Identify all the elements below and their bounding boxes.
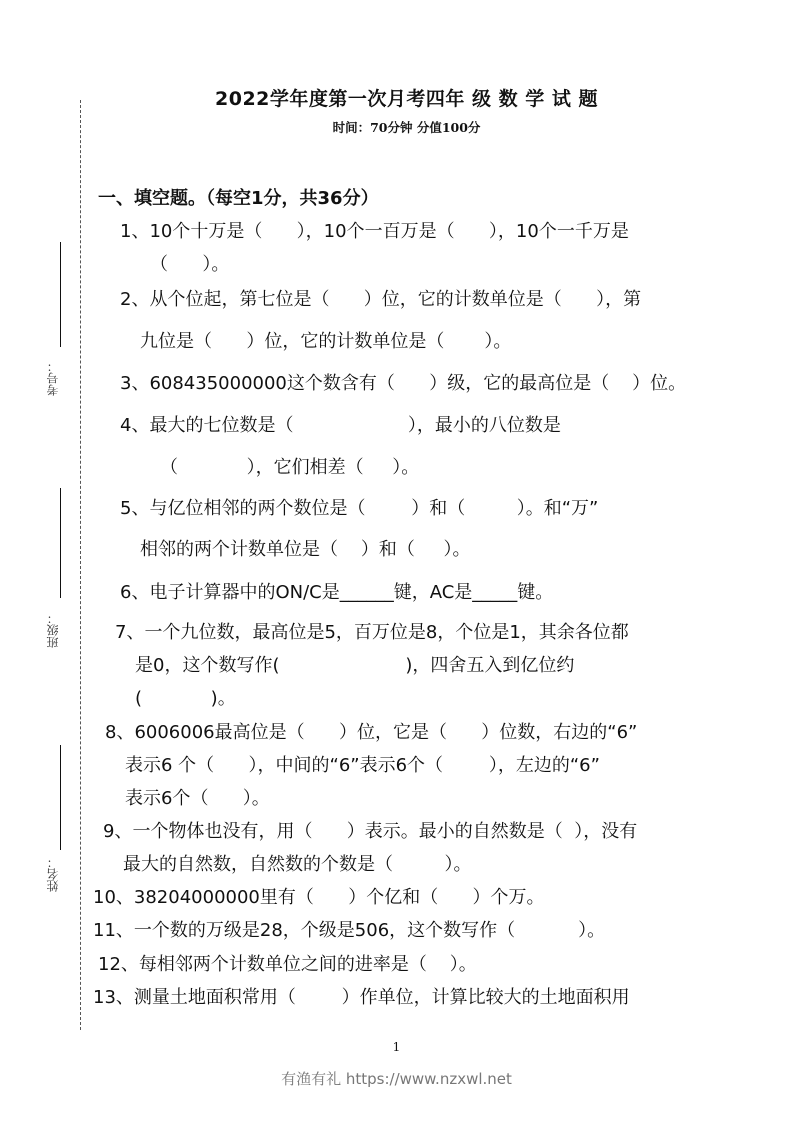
- question-line: 相邻的两个计数单位是（ ）和（ ）。: [140, 539, 471, 560]
- watermark: 有渔有礼 https://www.nzxwl.net: [281, 1070, 512, 1088]
- question-line: ( )。: [135, 688, 236, 709]
- question-line: 7、一个九位数，最高位是5，百万位是8，个位是1，其余各位都: [115, 622, 629, 643]
- name-line: [60, 745, 61, 850]
- exam-number-label: 考号：: [46, 360, 60, 396]
- question-line: 是0，这个数写作( )，四舍五入到亿位约: [135, 655, 575, 676]
- question-line: 13、测量土地面积常用（ ）作单位，计算比较大的土地面积用: [93, 987, 630, 1008]
- question-line: 2、从个位起，第七位是（ ）位，它的计数单位是（ ），第: [120, 289, 642, 310]
- question-line: （ ），它们相差（ ）。: [160, 457, 420, 478]
- binding-dashed-line: [80, 100, 81, 1030]
- question-line: 1、10个十万是（ ），10个一百万是（ ），10个一千万是: [120, 221, 629, 242]
- question-line: 10、38204000000里有（ ）个亿和（ ）个万。: [93, 887, 545, 908]
- exam-number-line: [60, 242, 61, 347]
- question-line: 九位是（ ）位，它的计数单位是（ ）。: [140, 331, 512, 352]
- page-title: 2022学年度第一次月考四年 级 数 学 试 题: [215, 88, 598, 110]
- question-line: 表示6个（ ）。: [125, 788, 270, 809]
- section-heading: 一、填空题。（每空1分，共36分）: [98, 188, 379, 209]
- question-line: 3、608435000000这个数含有（ ）级，它的最高位是（ ）位。: [120, 373, 687, 394]
- question-line: 4、最大的七位数是（ ），最小的八位数是: [120, 415, 561, 436]
- question-line: 11、一个数的万级是28，个级是506，这个数写作（ ）。: [93, 920, 606, 941]
- question-line: （ ）。: [150, 254, 230, 275]
- question-line: 12、每相邻两个计数单位之间的进率是（ ）。: [98, 954, 477, 975]
- class-line: [60, 488, 61, 598]
- question-line: 6、电子计算器中的ON/C是______键，AC是_____键。: [120, 582, 554, 603]
- exam-subtitle: 时间：70分钟 分值100分: [332, 120, 481, 135]
- question-line: 最大的自然数，自然数的个数是（ ）。: [123, 854, 472, 875]
- question-line: 5、与亿位相邻的两个数位是（ ）和（ ）。和“万”: [120, 498, 599, 519]
- question-line: 9、一个物体也没有，用（ ）表示。最小的自然数是（ ），没有: [103, 821, 638, 842]
- page-number: 1: [392, 1040, 401, 1054]
- name-label: 姓名：: [46, 856, 60, 892]
- question-line: 表示6 个（ ），中间的“6”表示6个（ ），左边的“6”: [125, 755, 600, 776]
- question-line: 8、6006006最高位是（ ）位，它是（ ）位数，右边的“6”: [105, 722, 638, 743]
- class-label: 班级：: [46, 612, 60, 648]
